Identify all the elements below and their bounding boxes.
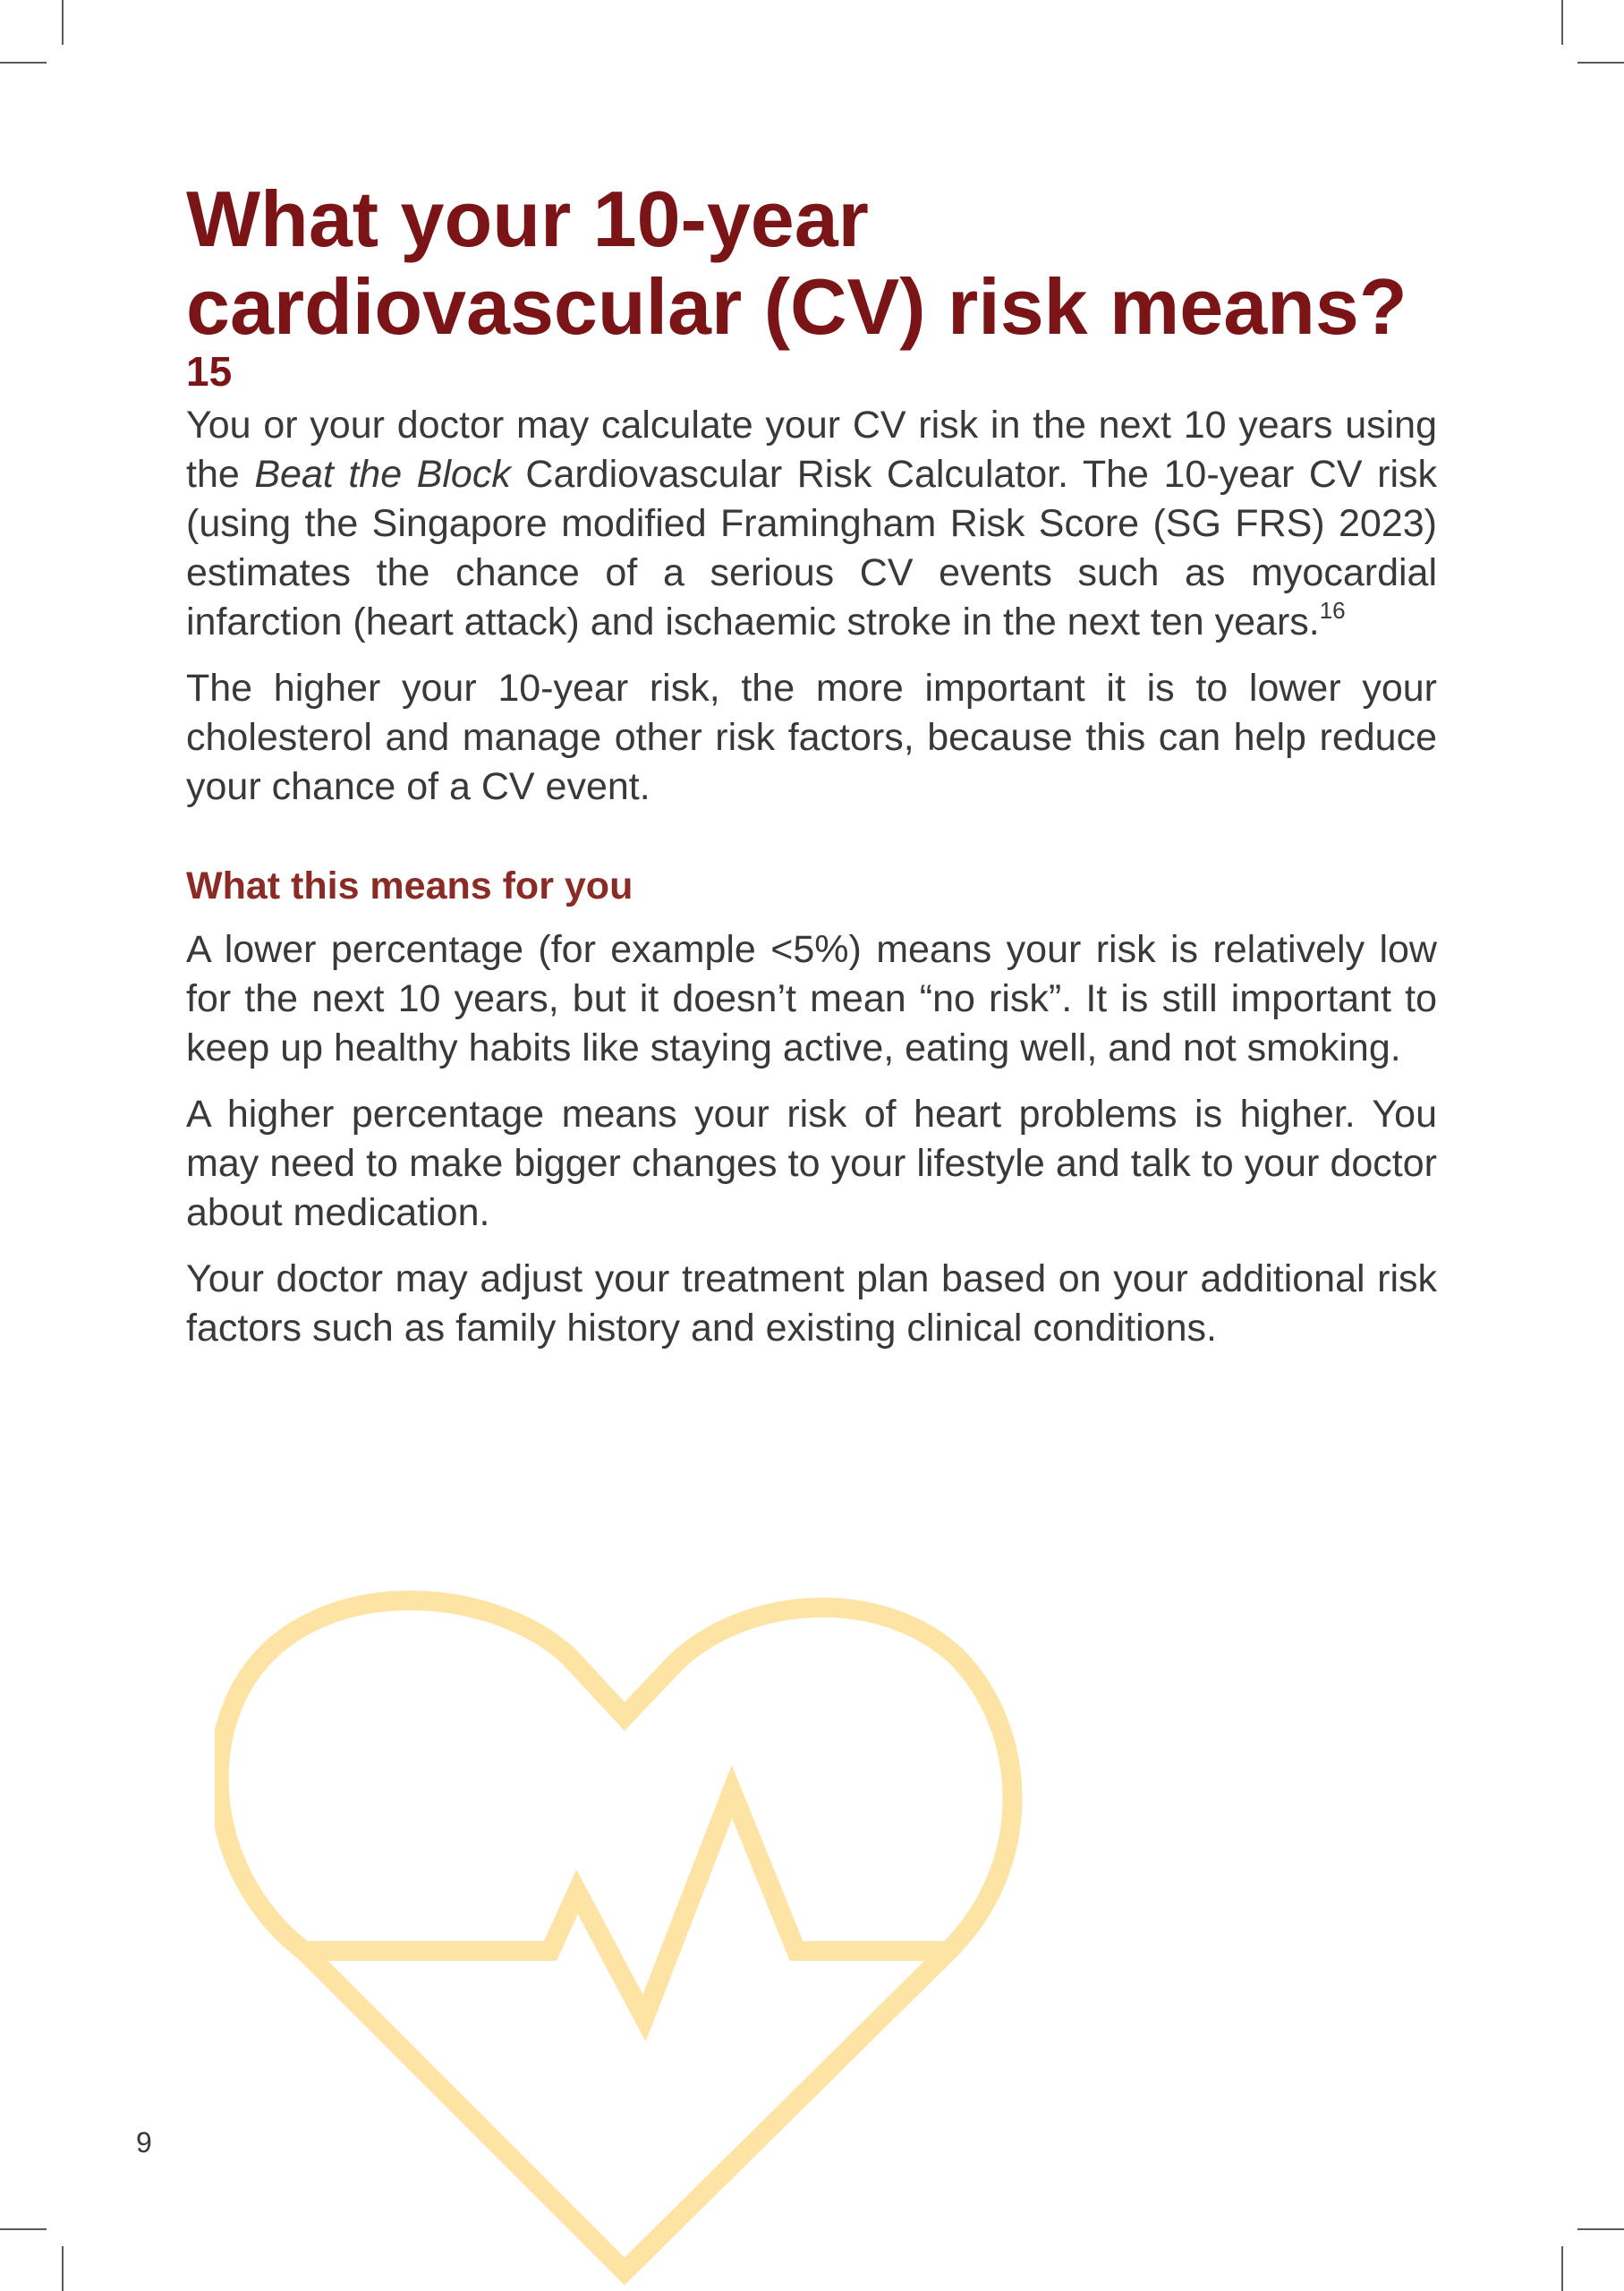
crop-mark-bottom-right-horizontal bbox=[1577, 2228, 1624, 2230]
crop-mark-top-left-horizontal bbox=[0, 62, 47, 64]
section-heading: What this means for you bbox=[186, 864, 633, 907]
title-reference: 15 bbox=[186, 348, 233, 395]
crop-mark-top-right-vertical bbox=[1561, 0, 1563, 45]
higher-percentage-paragraph: A higher percentage means your risk of heart problems is higher. You may need to make bigger changes to your lifestyle and talk to your doctor about medication. bbox=[186, 1093, 1437, 1234]
page-title bbox=[186, 175, 1439, 439]
crop-mark-top-left-vertical bbox=[62, 0, 64, 45]
treatment-plan-paragraph: Your doctor may adjust your treatment plan based on your additional risk factors such as family history and existing clinical conditions. bbox=[186, 1257, 1437, 1350]
intro-paragraph-calculator bbox=[186, 401, 1437, 647]
main-content bbox=[186, 401, 1437, 1370]
page-number: 9 bbox=[136, 2126, 152, 2159]
heart-pulse-icon bbox=[215, 1580, 1038, 2291]
page-title-text: What your 10-year cardiovascular (CV) risk means? bbox=[186, 175, 1407, 351]
crop-mark-bottom-left-vertical bbox=[62, 2246, 64, 2291]
lower-percentage-paragraph: A lower percentage (for example <5%) means your risk is relatively low for the next 10 years, but it doesn’t mean “no risk”. It is still important to keep up healthy habits like staying active, eating well, and not smoking. bbox=[186, 928, 1437, 1069]
intro-text-start: You or your doctor may calculate your CV risk in the next 10 years using the bbox=[186, 404, 1437, 496]
crop-mark-bottom-right-vertical bbox=[1561, 2246, 1563, 2291]
intro-reference: 16 bbox=[1319, 597, 1346, 624]
intro-text-end: Cardiovascular Risk Calculator. The 10-year CV risk (using the Singapore modified Framingham Risk Score (SG FRS) 2023) estimates the chance of a serious CV events such as myocardial infarction (heart attack) and ischaemic stroke in the next ten years. bbox=[186, 453, 1437, 643]
crop-mark-bottom-left-horizontal bbox=[0, 2228, 47, 2230]
calculator-name: Beat the Block bbox=[254, 453, 511, 496]
intro-paragraph-higher-risk: The higher your 10-year risk, the more important it is to lower your cholesterol and manage other risk factors, because this can help reduce your chance of a CV event. bbox=[186, 667, 1437, 808]
crop-mark-top-right-horizontal bbox=[1577, 62, 1624, 64]
